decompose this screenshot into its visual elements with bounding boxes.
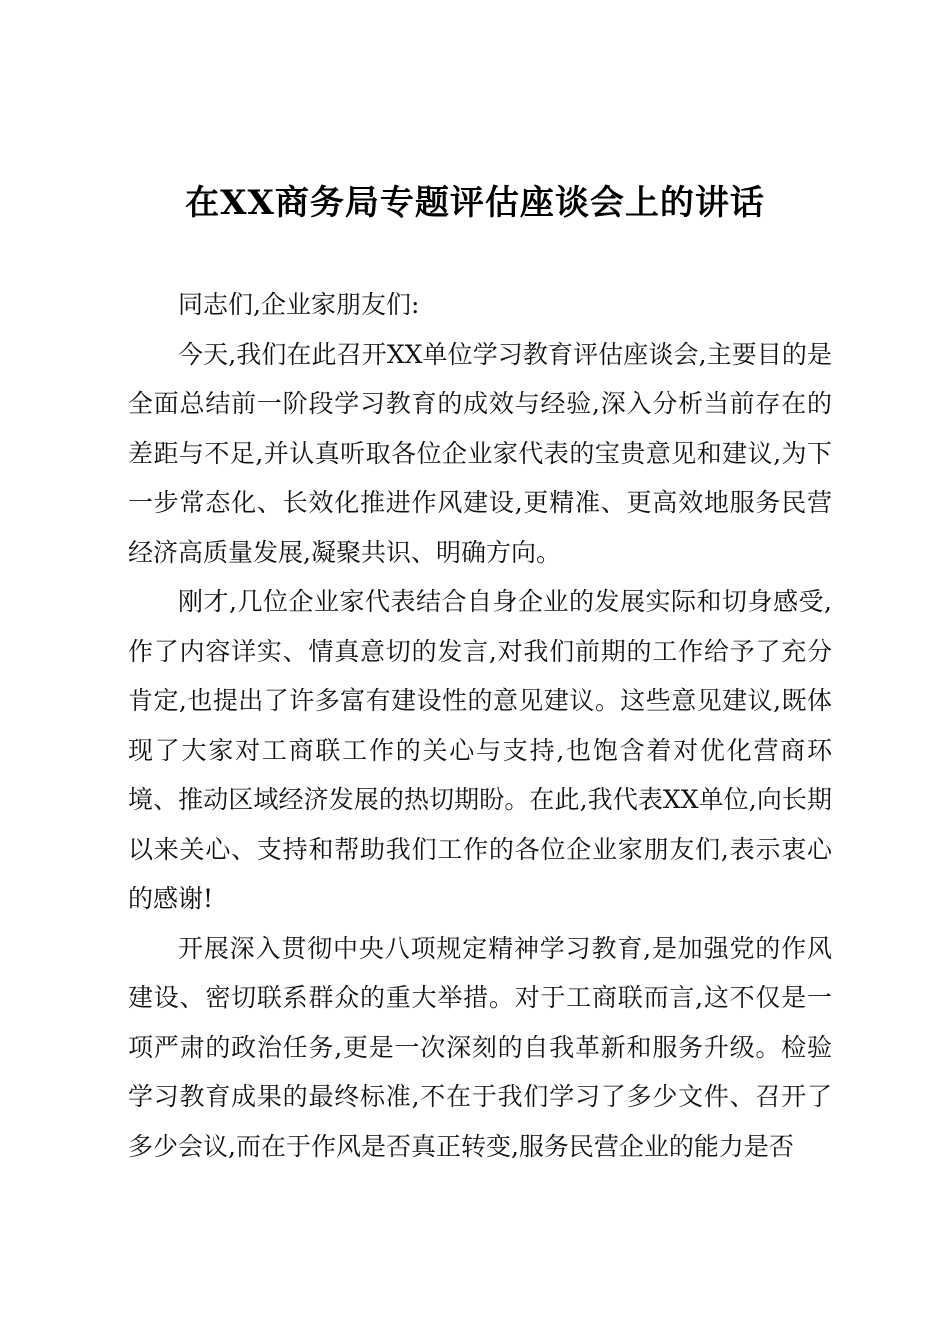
body-paragraph: 刚才,几位企业家代表结合自身企业的发展实际和切身感受,作了内容详实、情真意切的发言,对我们前期的工作给予了充分肯定,也提出了许多富有建设性的意见建议。这些意见建议,既体现了大家对工商联工作的关心与支持,也饱含着对优化营商环境、推动区域经济发展的热切期盼。在此,我代表XX单位,向长期以来关心、支持和帮助我们工作的各位企业家朋友们,表示衷心的感谢! — [128, 587, 832, 913]
salutation-paragraph: 同志们,企业家朋友们: — [178, 290, 420, 319]
document-body — [128, 280, 832, 1171]
body-paragraph: 今天,我们在此召开XX单位学习教育评估座谈会,主要目的是全面总结前一阶段学习教育的成效与经验,深入分析当前存在的差距与不足,并认真听取各位企业家代表的宝贵意见和建议,为下一步常态化、长效化推进作风建设,更精准、更高效地服务民营经济高质量发展,凝聚共识、明确方向。 — [128, 339, 832, 567]
document-title: 在XX商务局专题评估座谈会上的讲话 — [185, 183, 765, 223]
body-paragraph: 开展深入贯彻中央八项规定精神学习教育,是加强党的作风建设、密切联系群众的重大举措。对于工商联而言,这不仅是一项严肃的政治任务,更是一次深刻的自我革新和服务升级。检验学习教育成果的最终标准,不在于我们学习了多少文件、召开了多少会议,而在于作风是否真正转变,服务民营企业的能力是否 — [128, 933, 832, 1161]
